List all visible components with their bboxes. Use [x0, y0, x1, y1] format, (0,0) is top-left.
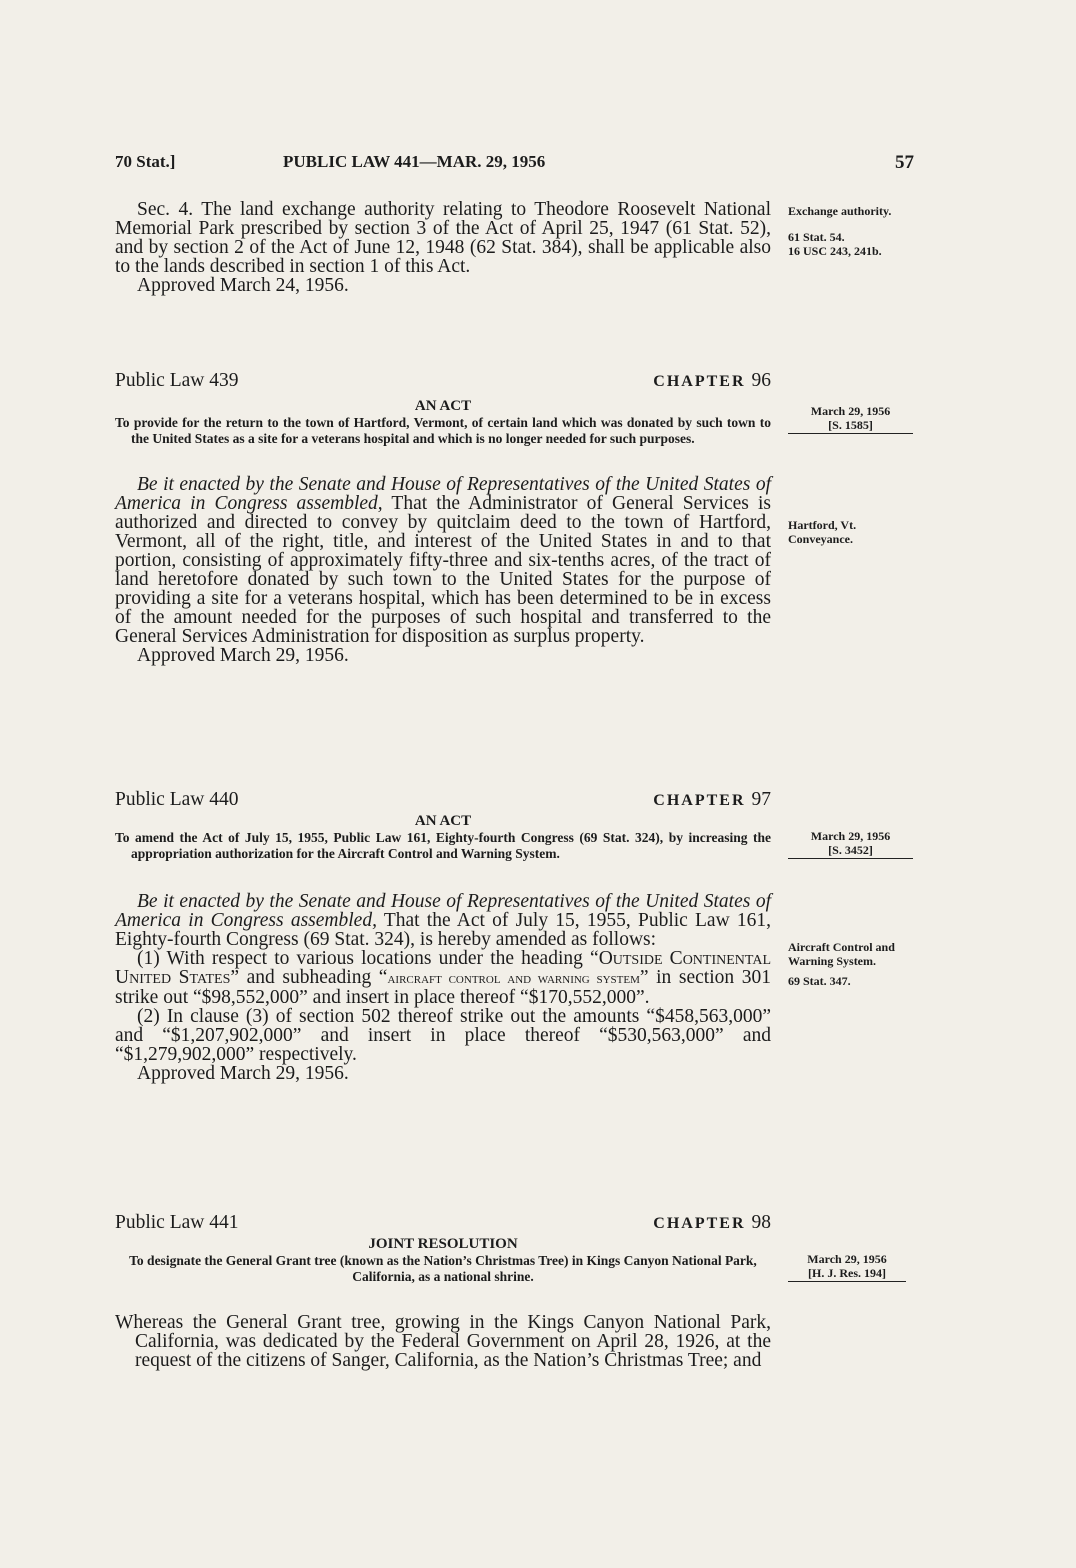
clause-1-heading: Outside Continental United States — [115, 948, 771, 988]
law-439-purpose: To provide for the return to the town of Hartford, Vermont, of certain land which was donated by such town to the United States as a site for a veterans hospital and which is no longer needed for such purposes. — [115, 415, 771, 446]
law-440-approved: Approved March 29, 1956. — [137, 1063, 349, 1084]
law-441-heading — [115, 1212, 771, 1234]
law-439-date-note — [788, 404, 918, 434]
law-439-body — [115, 475, 771, 665]
law-441-whereas: Whereas the General Grant tree, growing in the Kings Canyon National Park, California, was dedicated by the Federal Government on April 28, 1926, at the request of the citizens of Sanger, California, as the Nation’s Christmas Tree; and — [115, 1312, 771, 1371]
clause-1-part-c: ” in section 301 strike out “$98,552,000” and insert in place thereof “$170,552,000”. — [115, 967, 771, 1008]
law-440-enacting-clause — [115, 892, 771, 949]
enacting-formula: Be it enacted by the Senate and House of Representatives of the United States of America in Congress assembled, — [115, 891, 771, 931]
law-440-date: March 29, 1956 — [810, 829, 891, 843]
section-4-text: Sec. 4. The land exchange authority relating to Theodore Roosevelt National Memorial Park prescribed by section 3 of the Act of April 25, 1947 (61 Stat. 52), and by section 2 of the Act of June 12, 1948 (62 Stat. 384), shall be applicable also to the lands described in section 1 of this Act. — [115, 199, 771, 277]
chapter-label: CHAPTER — [653, 1215, 746, 1232]
law-439-bill: [S. 1585] — [828, 418, 873, 432]
clause-1-subheading: aircraft control and warning system — [387, 970, 640, 987]
law-439-body-text: That the Administrator of General Services is authorized and directed to convey by quitclaim deed to the town of Hartford, Vermont, all of the right, title, and interest of the United States in and to that portion, consisting of approximately fifty-three and six-tenths acres, of the tract of land heretofore donated by such town to the United States for the purpose of providing a site for a veterans hospital, which has been determined to be in excess of the amount needed for the purposes of such hospital and transferred to the General Services Administration for disposition as surplus property. — [115, 493, 771, 647]
law-440-chapter — [653, 789, 771, 812]
law-440-date-note — [788, 829, 918, 859]
law-439-chapter — [653, 370, 771, 393]
public-law-441 — [115, 1212, 771, 1370]
chapter-label: CHAPTER — [653, 373, 746, 390]
margin-note-conveyance: Conveyance. — [788, 532, 853, 546]
law-441-number: Public Law 441 — [115, 1212, 239, 1233]
law-439-enacting-clause — [115, 475, 771, 646]
law-439-number: Public Law 439 — [115, 370, 239, 391]
section-4-approved: Approved March 24, 1956. — [137, 275, 349, 296]
margin-note-exchange — [788, 204, 918, 258]
law-441-bill: [H. J. Res. 194] — [808, 1266, 886, 1280]
law-440-purpose: To amend the Act of July 15, 1955, Public Law 161, Eighty-fourth Congress (69 Stat. 324), by increasing the appropriation authorization for the Aircraft Control and Warning System. — [115, 830, 771, 861]
margin-note-61-stat: 61 Stat. 54. — [788, 230, 845, 244]
margin-note-exchange-authority: Exchange authority. — [788, 204, 892, 218]
law-439-date-box — [788, 404, 913, 434]
running-title: PUBLIC LAW 441—MAR. 29, 1956 — [283, 152, 546, 171]
clause-1-part-b: ” and subheading “ — [230, 967, 388, 988]
page-number: 57 — [895, 152, 914, 173]
public-law-439 — [115, 370, 771, 665]
law-441-chapter — [653, 1212, 771, 1235]
law-439-heading — [115, 370, 771, 392]
law-440-body — [115, 892, 771, 1083]
law-440-clause-2: (2) In clause (3) of section 502 thereof strike out the amounts “$458,563,000” and “$1,207,902,000” and insert in place thereof “$530,563,000” and “$1,279,902,000” respectively. — [115, 1006, 771, 1065]
law-439-act-label: AN ACT — [414, 398, 472, 414]
law-439-approved: Approved March 29, 1956. — [137, 645, 349, 666]
public-law-440 — [115, 789, 771, 1083]
chapter-number: 98 — [751, 1212, 771, 1233]
law-440-date-box — [788, 829, 913, 859]
law-439-margin-note — [788, 518, 918, 546]
law-441-date: March 29, 1956 — [807, 1252, 887, 1266]
chapter-label: CHAPTER — [653, 792, 746, 809]
law-440-heading — [115, 789, 771, 811]
chapter-number: 97 — [751, 789, 771, 810]
clause-1-part-a: (1) With respect to various locations under the heading “ — [137, 948, 599, 969]
law-440-body-text: That the Act of July 15, 1955, Public Law 161, Eighty-fourth Congress (69 Stat. 324), is hereby amended as follows: — [115, 910, 772, 950]
law-440-clause-1 — [115, 949, 771, 1007]
law-441-act-label: JOINT RESOLUTION — [368, 1236, 518, 1252]
section-4 — [115, 200, 771, 295]
chapter-number: 96 — [751, 370, 771, 391]
law-440-margin-note — [788, 940, 913, 988]
law-440-act-label: AN ACT — [414, 813, 472, 829]
enacting-formula: Be it enacted by the Senate and House of Representatives of the United States of America in Congress assembled, — [115, 474, 771, 514]
margin-note-aircraft-control: Aircraft Control and Warning System. — [788, 940, 895, 968]
law-440-number: Public Law 440 — [115, 789, 239, 810]
volume-reference: 70 Stat.] — [115, 152, 176, 171]
law-440-bill: [S. 3452] — [828, 843, 873, 857]
margin-note-16-usc: 16 USC 243, 241b. — [788, 244, 882, 258]
margin-note-hartford: Hartford, Vt. — [788, 518, 857, 532]
law-439-date: March 29, 1956 — [810, 404, 891, 418]
margin-note-69-stat: 69 Stat. 347. — [788, 974, 851, 988]
law-441-date-note — [788, 1252, 918, 1282]
law-441-purpose: To designate the General Grant tree (known as the Nation’s Christmas Tree) in Kings Canyon National Park, California, as a national shrine. — [129, 1253, 757, 1284]
law-441-date-box — [788, 1252, 906, 1282]
